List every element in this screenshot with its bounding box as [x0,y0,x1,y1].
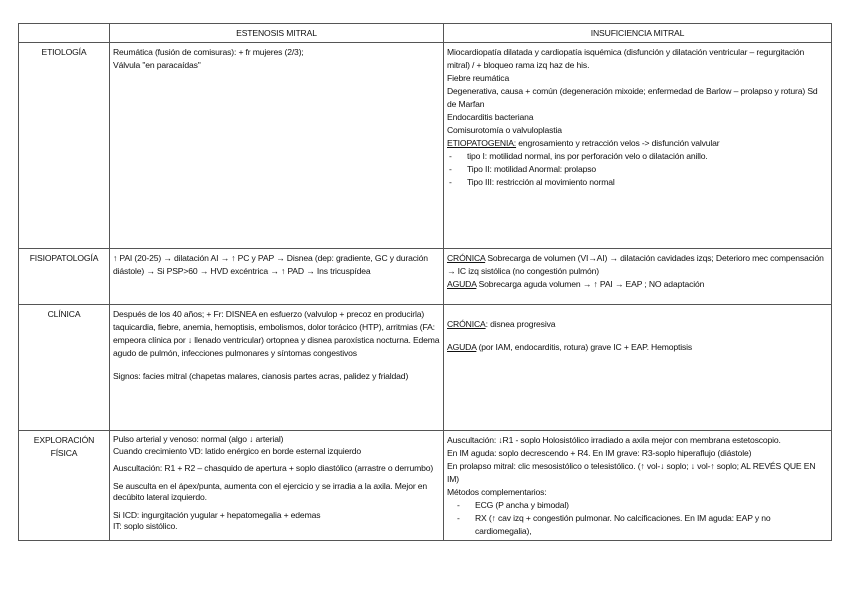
cronica-text: : disnea progresiva [485,319,556,329]
text-line: Si ICD: ingurgitación yugular + hepatomegalia + edemas [113,509,321,520]
text-line: Comisurotomía o valvuloplastia [447,125,562,135]
cronica-text: Sobrecarga de volumen (VI→AI) → dilatación cavidades izqs; Deterioro mec compensación → IC izq sistólica (no congestión pulmón) [447,253,824,276]
label-exploracion [19,431,110,541]
aguda-text: Sobrecarga aguda volumen → ↑ PAI → EAP ; NO adaptación [476,279,705,289]
aguda-line [447,278,828,291]
list-item: - Tipo II: motilidad Anormal: prolapso [447,163,828,176]
etiopatogenia-text: engrosamiento y retracción velos -> disfunción valvular [516,138,720,148]
cell-fisiopatologia-im [444,249,832,305]
text-line: Auscultación: R1 + R2 – chasquido de apertura + soplo diastólico (arrastre o derrumbo) [113,463,434,473]
text-line: En IM aguda: soplo decrescendo + R4. En IM grave: R3-soplo hiperaflujo (diástole) [447,448,752,458]
text-line: Válvula "en paracaídas" [113,60,201,70]
text-line: Auscultación: ↓R1 - soplo Holosistólico irradiado a axila mejor con membrana estetoscopio. [447,435,781,445]
list-item: - Tipo III: restricción al movimiento normal [447,176,828,189]
metodos-list [447,499,828,538]
cell-clinica-em [110,305,444,431]
text-line: Cuando crecimiento VD: latido enérgico en borde esternal izquierdo [113,445,362,456]
cell-etiologia-im [444,43,832,249]
list-item: - RX (↑ cav izq + congestión pulmonar. No calcificaciones. En IM aguda: EAP y no cardiomegalia), [447,512,828,538]
text-line: Degenerativa, causa + común (degeneración mixoide; enfermedad de Barlow – prolapso y rotura) Sd de Marfan [447,86,818,109]
etiopatogenia-line [447,137,828,150]
etiopatogenia-heading: ETIOPATOGENIA: [447,138,517,148]
row-fisiopatologia [19,249,832,305]
aguda-line [447,341,828,354]
cronica-line [447,252,828,278]
cell-etiologia-em [110,43,444,249]
text-line: Se ausculta en el ápex/punta, aumenta con el ejercicio y se irradia a la axila. Mejor en decúbito lateral izquierdo. [113,480,428,502]
cronica-heading: CRÓNICA [447,319,486,329]
text-line: IT: soplo sistólico. [113,521,178,531]
label-line: FÍSICA [50,448,78,458]
list-item: - ECG (P ancha y bimodal) [447,499,828,512]
row-exploracion [19,431,832,541]
text-line: En prolapso mitral: clic mesosistólico o telesistólico. (↑ vol-↓ soplo; ↓ vol-↑ soplo; AL REVÉS QUE EN IM) [447,461,816,484]
cell-exploracion-em [110,431,444,541]
text-paragraph: Signos: facies mitral (chapetas malares, cianosis partes acras, palidez y frialdad) [113,371,409,381]
text-line: Pulso arterial y venoso: normal (algo ↓ arterial) [113,434,284,444]
aguda-heading: AGUDA [447,342,477,352]
text-line: Fiebre reumática [447,73,510,83]
header-empty-cell [19,24,110,43]
cell-exploracion-im [444,431,832,541]
list-item: - tipo I: motilidad normal, ins por perforación velo o dilatación anillo. [447,150,828,163]
cronica-line [447,318,828,331]
text-line: ↑ PAI (20-25) → dilatación AI → ↑ PC y PAP → Disnea (dep: gradiente, GC y duración diástole) → Si PSP>60 → HVD excéntrica → ↑ PAD → Ins tricuspídea [113,253,428,276]
header-row [19,24,832,43]
row-etiologia [19,43,832,249]
label-line: EXPLORACIÓN [33,435,95,445]
row-clinica [19,305,832,431]
header-estenosis-mitral: ESTENOSIS MITRAL [110,24,444,43]
text-line: Miocardiopatía dilatada y cardiopatía isquémica (disfunción y dilatación ventricular – regurgitación mitral) / + bloqueo rama izq haz de his. [447,47,805,70]
comparison-table [18,23,832,541]
aguda-heading: AGUDA [447,279,477,289]
label-fisiopatologia: FISIOPATOLOGÍA [19,249,110,305]
text-paragraph: Después de los 40 años; + Fr: DISNEA en esfuerzo (valvulop + precoz en producirla) taquicardia, fiebre, anemia, hemoptisis, embolismos, dolor torácico (HTP), arritmias (FA: empeora clínica por ↓ llenado ventricular) ortopnea y disnea paroxística nocturna. Edema agudo de pulmón, infecciones pulmonares y síntomas congestivos [113,309,440,358]
tipos-list [447,150,828,189]
label-clinica: CLÍNICA [19,305,110,431]
cell-fisiopatologia-em [110,249,444,305]
cronica-heading: CRÓNICA [447,253,486,263]
cell-clinica-im [444,305,832,431]
aguda-text: (por IAM, endocarditis, rotura) grave IC + EAP. Hemoptisis [476,342,693,352]
text-line: Reumática (fusión de comisuras): + fr mujeres (2/3); [113,47,304,57]
header-insuficiencia-mitral: INSUFICIENCIA MITRAL [444,24,832,43]
text-line: Métodos complementarios: [447,487,547,497]
label-etiologia: ETIOLOGÍA [19,43,110,249]
text-line: Endocarditis bacteriana [447,112,534,122]
